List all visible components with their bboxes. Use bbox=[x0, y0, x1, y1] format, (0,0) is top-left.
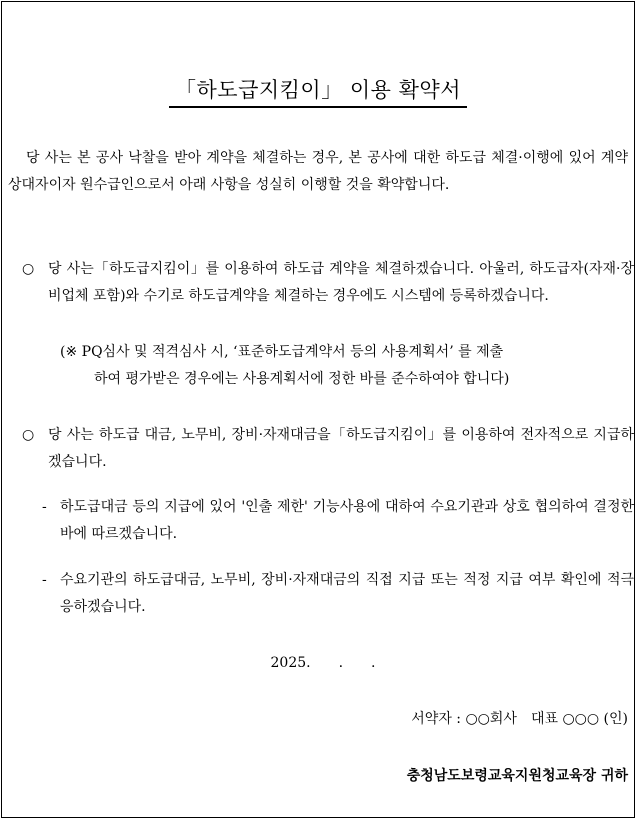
circle-bullet-icon: ○ bbox=[22, 427, 35, 443]
pledge-item-1-text: 당 사는「하도급지킴이」를 이용하여 하도급 계약을 체결하겠습니다. 아울러, 하도급자(자재·장비업체 포함)와 수기로 하도급계약을 체결하는 경우에도 시스템에 등록하겠습니다. bbox=[48, 261, 634, 304]
intro-paragraph: 당 사는 본 공사 낙찰을 받아 계약을 체결하는 경우, 본 공사에 대한 하도급 체결·이행에 있어 계약상대자이자 원수급인으로서 아래 사항을 성실히 이행할 것을 확약합니다. bbox=[8, 150, 628, 193]
pledge-item-2-text: 당 사는 하도급 대금, 노무비, 장비·자재대금을「하도급지킴이」를 이용하여 전자적으로 지급하겠습니다. bbox=[48, 427, 634, 470]
pq-note bbox=[60, 339, 634, 392]
circle-bullet-icon: ○ bbox=[22, 261, 35, 277]
sub-item-2 bbox=[42, 567, 634, 620]
title-container bbox=[2, 74, 634, 108]
recipient-line: 충청남도보령교육지원청교육장 귀하 bbox=[406, 768, 628, 784]
pledge-item-2 bbox=[22, 422, 634, 475]
sub-item-1 bbox=[42, 494, 634, 547]
sub-item-1-text: 하도급대금 등의 지급에 있어 '인출 제한' 기능사용에 대하여 수요기관과 상호 협의하여 결정한 바에 따르겠습니다. bbox=[60, 499, 634, 542]
date-line: 2025. . . bbox=[270, 655, 376, 671]
dash-bullet-icon: - bbox=[42, 499, 47, 515]
signer-line: 서약자 : ○○회사 대표 ○○○ (인) bbox=[411, 711, 628, 727]
sub-item-2-text: 수요기관의 하도급대금, 노무비, 장비·자재대금의 직접 지급 또는 적정 지급 여부 확인에 적극 응하겠습니다. bbox=[60, 572, 634, 615]
dash-bullet-icon: - bbox=[42, 572, 47, 588]
document-title: 「하도급지킴이」 이용 확약서 bbox=[169, 74, 467, 108]
pledge-item-1 bbox=[22, 256, 634, 309]
document-page bbox=[1, 1, 635, 818]
pq-note-line-2: 하여 평가받은 경우에는 사용계획서에 정한 바를 준수하여야 합니다) bbox=[94, 370, 510, 387]
pq-note-line-1: (※ PQ심사 및 적격심사 시, ‘표준하도급계약서 등의 사용계획서’ 를 제출 bbox=[60, 344, 504, 360]
